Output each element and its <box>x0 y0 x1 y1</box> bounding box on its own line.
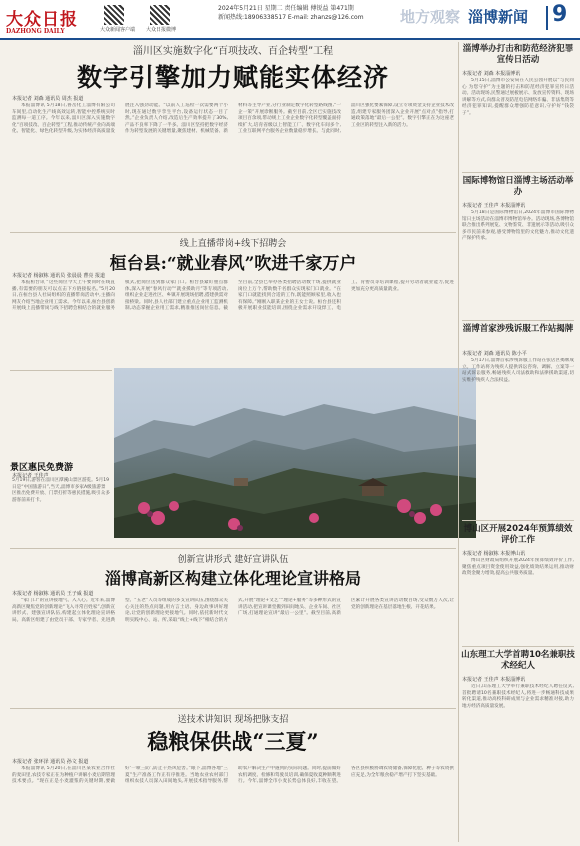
divider <box>10 370 112 371</box>
byline: 本报记者 王佳声 本报淄博讯 <box>462 677 526 683</box>
divider <box>462 172 574 173</box>
qr-label: 大众新闻客户端 <box>100 27 136 33</box>
brief-body: 5月17日,淄博首家涉残诉服工作站在张店区揭牌成立。工作站将为残疾人提供诉讼咨询、调解、立案等一站式诉讼服务,畅通残疾人司法救助和法律援助渠道,切实维护残疾人合法权益。 <box>462 358 574 383</box>
lecture-kicker: 创新宣讲形式 建好宣讲队伍 <box>177 555 289 565</box>
lecture-headline: 淄博高新区构建立体化理论宣讲格局 <box>104 569 361 588</box>
masthead <box>0 0 580 40</box>
lead-headline: 数字引擎加力赋能实体经济 <box>76 63 389 92</box>
divider <box>10 232 456 233</box>
brief-body: 5月18日是国际博物馆日,2024年淄博市国际博物馆日主场活动在淄博市博物馆举办。活动现场,各博物馆联合推出系列展览、文物鉴赏、非遗展示等活动,吸引众多市民前来参观,感受博物馆里的文化魅力,推动文化遗产保护传承。 <box>462 210 574 241</box>
byline: 本报记者 刘森 本报淄博讯 <box>462 71 521 77</box>
byline: 本报记者 王佳声 <box>12 473 49 479</box>
brief-body: 近日,山东理工大学举行兼职技术经纪人聘任仪式,首批聘请10名兼职技术经纪人,将进一步畅通科技成果转化渠道,推动高校科研成果与企业需求精准对接,助力地方经济高质量发展。 <box>462 684 574 709</box>
scenic-photo <box>114 368 476 538</box>
page-number: 9 <box>552 2 568 27</box>
lead-body: 本报淄博讯 5月18日,鲁岳化工淄博有限公司车间里,自动化生产线高效运转,智能中控系统实时监测每一道工序。今年以来,淄川区深入实施数字化“百项技改、百企转型”工程,推动传统产业向高端化、智能化、绿色化转型升级,为实体经济高质量发展注入强劲动能。“以前人工巡检一次需要两个小时,现在通过数字孪生平台,设备运行状态一目了然。”企业负责人介绍,改造后生产效率提升了30%,产品不良率下降了一半多。淄川区坚持把数字经济作为转型发展的关键增量,聚焦建材、机械装备、新材料等主导产业,分行业制定数字化转型路线图,“一企一策”开展诊断服务。截至目前,全区已实施技改项目百余项,带动规上工业企业数字化转型覆盖面持续扩大,培育省级以上智能工厂、数字化车间多个,工业互联网平台服务企业数量稳步增长。与此同时,淄川区强化要素保障,设立专项资金支持企业技术改造,组建专家服务团深入企业开展“点对点”指导,打通政策落地“最后一公里”。数字引擎正在为这座老工业区的转型注入新的活力。 <box>12 103 454 134</box>
grain-kicker: 送技术讲知识 现场把脉支招 <box>177 715 289 725</box>
brief-headline: 国际博物馆日淄博主场活动举办 <box>462 176 574 197</box>
page-title: 淄博新闻 <box>468 8 529 26</box>
lead-kicker: 淄川区实施数字化“百项技改、百企转型”工程 <box>132 46 334 57</box>
brief-headline: 淄博首家涉残诉服工作站揭牌 <box>462 324 574 334</box>
byline: 本报记者 张环泽 通讯员 孙文 报道 <box>12 759 89 765</box>
brief-body: 博山区财政局组织开展2024年预算绩效评价工作,聚焦重点项目资金使用效益,强化绩效结果运用,推动财政资金聚力增效,提高公共服务质量。 <box>462 558 574 576</box>
photo-caption: 5月19日,游客在淄川区潭溪山景区游览。5月19日是“中国旅游日”,当天,淄博市多家A级旅游景区推出免费开放、门票打折等惠民措施,吸引众多游客前来打卡。 <box>12 478 110 503</box>
jobs-body: 本报桓台讯 “这些岗位今天上午要同时在线直播,有需要的朋友可以点击下方链接报名。”5月20日,在桓台县人社局组织的直播带岗活动中,主播向网友介绍当地企业用工需求。今年以来,桓台县创新开展线上直播带岗与线下招聘会相结合的就业服务模式,把岗位送到群众家门口。桓台县紧盯重点群体,深入开展“春风行动”“就业援助月”等专项活动,组织企业走进社区、乡镇开展现场招聘,搭建供需对接桥梁。同时,县人社部门建立重点企业用工监测机制,动态掌握企业用工需求,精准推送岗位信息。截至目前,全县已举办各类招聘活动数十场,提供就业岗位上万个,帮助数千名群众实现家门口就业。“在家门口就能找到合适的工作,既能照顾家里,收入也有保障。”刚刚入职某企业的王女士说。桓台县还积极开展职业技能培训,围绕企业需求开设焊工、电工、育婴员等培训课程,提升劳动者就业能力,促进更加充分更高质量就业。 <box>12 280 454 311</box>
brief-headline: 博山区开展2024年预算绩效评价工作 <box>463 524 573 545</box>
brief-headline: 淄博举办打击和防范经济犯罪宣传日活动 <box>462 44 574 65</box>
brief-body: 5月15日,淄博市公安局在人民公园开展以“与民同心 为您守护”为主题的打击和防范经济犯罪宣传日活动。活动现场,民警通过展板展示、发放宣传资料、现场讲解等方式,向群众普及防范电信网络诈骗、非法集资等经济犯罪知识,提醒群众增强防范意识,守护好“钱袋子”。 <box>462 78 574 116</box>
newspaper-logo: 大众日报 DAZHONG DAILY <box>6 10 78 35</box>
lecture-body: “家门口”的宣讲接地气、入人心。近年来,淄博高新区聚焦党的创新理论“飞入寻常百姓家”,创新宣讲形式、建强宣讲队伍,构建起立体化理论宣讲格局。高新区组建了由党员干部、专家学者、先进典型、“五老”人员等组成的多支宣讲队伍,围绕群众关心关注的热点问题,用方言土语、身边故事讲好理论,让党的创新理论更接地气。同时,依托新时代文明实践中心、站、所,采取“线上+线下”相结合的方式,开展“理论+文艺”“理论+服务”等多种形式的宣讲活动,把宣讲课堂搬到田间地头、企业车间、社区广场,打通理论宣讲“最后一公里”。截至目前,高新区累计开展各类宣讲活动数百场,受众数万人次,让党的创新理论在基层落地生根、开花结果。 <box>12 598 454 623</box>
qr-label: 大众日报微博 <box>146 27 177 33</box>
divider <box>462 646 574 647</box>
divider <box>10 708 456 709</box>
photo-title: 景区惠民免费游 <box>10 463 74 473</box>
divider <box>546 6 548 30</box>
grain-body: 本报淄博讯 5月20日,在淄川区某农业合作社的麦田里,农技专家正在为种植户讲解小麦后期管理技术要点。“现在正是小麦灌浆的关键时期,要做好‘一喷三防’,防止干热风危害。”眼下,淄博各地“三夏”生产准备工作正有序推进。当地农业农村部门组织农技人员深入田间地头,开展技术指导服务,帮助农户解决生产中遇到的实际问题。同时,提前做好农机调度、检修和驾驶员培训,确保夏收夏种顺利进行。今年,淄博全市小麦长势总体良好,丰收在望。各区县积极协调农资储备,保障化肥、种子等农资供应充足,为全年粮食稳产增产打下坚实基础。 <box>12 766 454 784</box>
grain-headline: 稳粮保供战“三夏” <box>147 729 319 754</box>
divider <box>462 320 574 321</box>
issue-meta: 2024年5月21日 星期二 责任编辑 傅锐益 第471期 新闻热线:18906338517 E-mail: zhanzs@126.com <box>218 5 364 21</box>
byline: 本报记者 杨淑栋 通讯员 张晨晨 曹亮 报道 <box>12 273 105 279</box>
divider <box>462 520 574 521</box>
byline: 本报记者 杨淑栋 本报博山讯 <box>462 551 526 557</box>
divider <box>10 548 456 549</box>
section-name: 地方观察 <box>400 8 461 26</box>
byline: 本报记者 杨淑栋 通讯员 王子威 报道 <box>12 591 94 597</box>
jobs-kicker: 线上直播带岗+线下招聘会 <box>179 239 287 249</box>
jobs-headline: 桓台县:“就业春风”吹进千家万户 <box>109 254 357 274</box>
divider <box>458 42 459 842</box>
brief-headline: 山东理工大学首聘10名兼职技术经纪人 <box>461 650 575 671</box>
byline: 本报记者 王佳声 本报淄博讯 <box>462 203 526 209</box>
qr-code-icon <box>104 5 124 25</box>
qr-code-icon <box>150 5 170 25</box>
byline: 本报记者 刘森 通讯员 周杰 报道 <box>12 96 84 102</box>
byline: 本报记者 刘森 通讯员 陈小平 <box>462 351 527 357</box>
